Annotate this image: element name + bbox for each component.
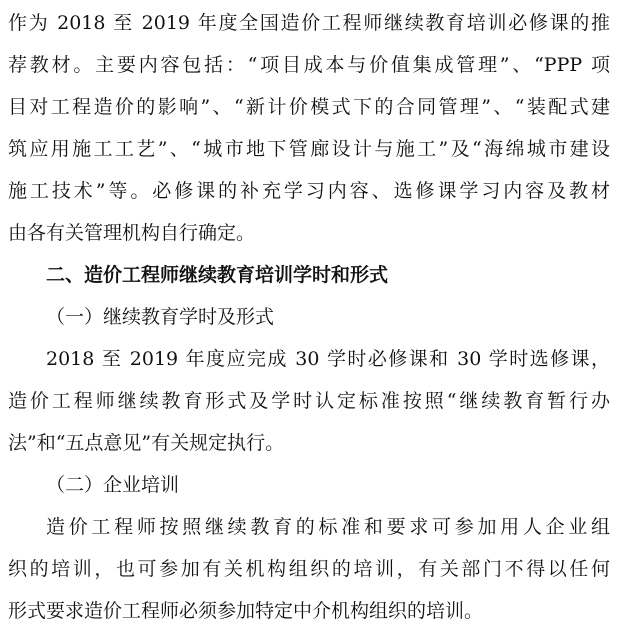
text-line: 法”和“五点意见”有关规定执行。 — [8, 432, 285, 454]
text-line: 荐教材。主要内容包括：“项目成本与价值集成管理”、“PPP 项 — [8, 54, 610, 76]
paragraph-teaching-materials — [8, 2, 610, 254]
text-line: 目对工程造价的影响”、“新计价模式下的合同管理”、“装配式建 — [8, 96, 610, 118]
text-line: 2018 至 2019 年度应完成 30 学时必修课和 30 学时选修课， — [46, 348, 610, 370]
text-line: 作为 2018 至 2019 年度全国造价工程师继续教育培训必修课的推 — [8, 12, 610, 34]
paragraph-hours — [8, 338, 610, 464]
text-line: 造价工程师继续教育形式及学时认定标准按照“继续教育暂行办 — [8, 390, 610, 412]
subsection-heading-hours: （一）继续教育学时及形式 — [46, 306, 275, 328]
text-line: 造价工程师按照继续教育的标准和要求可参加用人企业组 — [46, 516, 610, 538]
subsection-heading-enterprise-training: （二）企业培训 — [46, 474, 180, 496]
text-line: 织的培训，也可参加有关机构组织的培训，有关部门不得以任何 — [8, 558, 610, 580]
paragraph-enterprise-training — [8, 506, 610, 632]
text-line: 由各有关管理机构自行确定。 — [8, 222, 256, 244]
section-heading: 二、造价工程师继续教育培训学时和形式 — [46, 264, 389, 286]
text-line: 形式要求造价工程师必须参加特定中介机构组织的培训。 — [8, 600, 484, 622]
text-line: 施工技术”等。必修课的补充学习内容、选修课学习内容及教材 — [8, 180, 610, 202]
text-line: 筑应用施工工艺”、“城市地下管廊设计与施工”及“海绵城市建设 — [8, 138, 610, 160]
